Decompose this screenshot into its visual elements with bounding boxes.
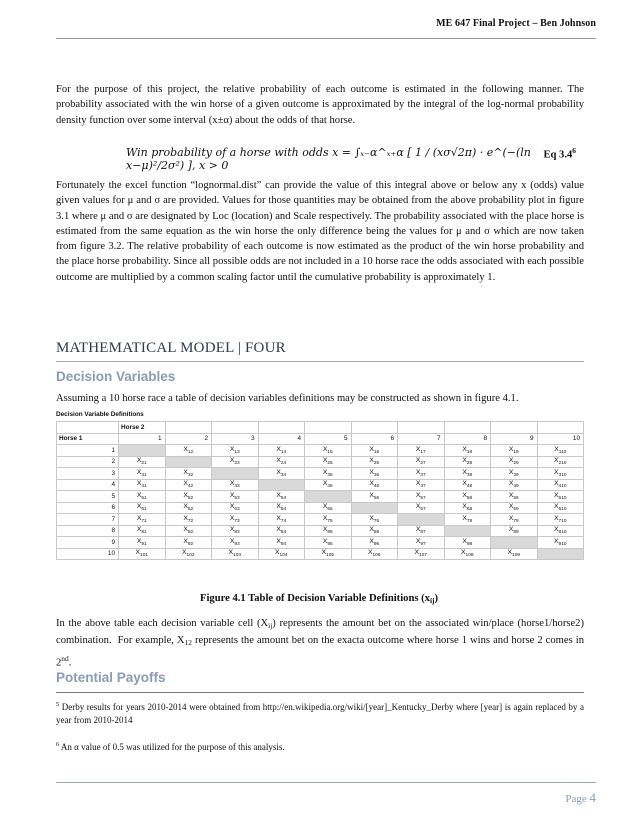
- variable-cell: $X_{56}$: [491, 491, 538, 503]
- column-header: 2: [165, 433, 212, 445]
- variable-cell: $X_{410}$: [537, 479, 584, 491]
- variable-cell: $X_{97}$: [398, 537, 445, 549]
- variable-cell: $X_{83}$: [212, 525, 259, 537]
- row-header: 5: [57, 491, 119, 503]
- diagonal-cell: [351, 502, 398, 514]
- decision-variable-table: [56, 409, 584, 560]
- variable-cell: $X_{29}$: [491, 456, 538, 468]
- variable-cell: $X_{15}$: [305, 445, 352, 457]
- variable-cell: $X_{18}$: [444, 445, 491, 457]
- variable-cell: $X_{810}$: [537, 525, 584, 537]
- row-header: 9: [57, 537, 119, 549]
- variable-cell: $X_{39}$: [491, 468, 538, 480]
- variable-cell: $X_{36}$: [351, 468, 398, 480]
- variable-cell: $X_{101}$: [119, 548, 166, 560]
- variable-cell: $X_{31}$: [119, 468, 166, 480]
- variable-cell: $X_{82}$: [165, 525, 212, 537]
- diagonal-cell: [398, 514, 445, 526]
- variable-cell: $X_{67}$: [398, 502, 445, 514]
- variable-cell: $X_{71}$: [119, 514, 166, 526]
- section-title: MATHEMATICAL MODEL | FOUR: [56, 340, 286, 356]
- variable-cell: $X_{24}$: [258, 456, 305, 468]
- variable-cell: $X_{32}$: [165, 468, 212, 480]
- variable-cell: $X_{78}$: [444, 514, 491, 526]
- variable-cell: $X_{610}$: [537, 502, 584, 514]
- row-header: 2: [57, 456, 119, 468]
- variable-cell: $X_{96}$: [351, 537, 398, 549]
- equation-label: Eq $3.4^6$: [543, 146, 576, 161]
- table-row: [57, 525, 584, 537]
- intro-paragraph: For the purpose of this project, the relative probability of each outcome is estimated in the following manner. The probability associated with the win horse of a given outcome is approximated by the integral of the log-normal probability density function over some interval (x±α) about the odds of that horse.: [56, 84, 584, 126]
- table-blank: [305, 422, 352, 434]
- footer-divider: [56, 782, 596, 783]
- table-header-row-columns: [57, 433, 584, 445]
- diagonal-cell: [491, 537, 538, 549]
- variable-cell: $X_{104}$: [258, 548, 305, 560]
- diagonal-cell: [258, 479, 305, 491]
- row-header: 8: [57, 525, 119, 537]
- variable-cell: $X_{106}$: [351, 548, 398, 560]
- variable-cell: $X_{84}$: [258, 525, 305, 537]
- variable-cell: $X_{54}$: [258, 491, 305, 503]
- variable-cell: $X_{910}$: [537, 537, 584, 549]
- variable-cell: $X_{68}$: [444, 502, 491, 514]
- variable-cell: $X_{92}$: [165, 537, 212, 549]
- row-header: 1: [57, 445, 119, 457]
- explanation-paragraph: In the above table each decision variable cell $(X_{ij})$ represents the amount bet on the associated win/place (horse1/horse2) combination. For example, $X_{12}$ represents the amount bet on the exacta outcome where horse 1 wins and horse 2 comes in 2nd.: [56, 618, 585, 669]
- variable-cell: $X_{27}$: [398, 456, 445, 468]
- column-header: 4: [258, 433, 305, 445]
- variable-cell: $X_{14}$: [258, 445, 305, 457]
- variable-cell: $X_{79}$: [491, 514, 538, 526]
- column-header: 7: [398, 433, 445, 445]
- table-row: [57, 479, 584, 491]
- variable-cell: $X_{49}$: [491, 479, 538, 491]
- variable-cell: $X_{72}$: [165, 514, 212, 526]
- table-corner: [57, 422, 119, 434]
- column-header: 8: [444, 433, 491, 445]
- horse1-label: Horse 1: [57, 433, 119, 445]
- column-header: 9: [491, 433, 538, 445]
- figure-caption: Figure 4.1 Table of Decision Variable Definitions $(x_{ij})$: [200, 593, 438, 605]
- row-header: 10: [57, 548, 119, 560]
- variable-cell: $X_{42}$: [165, 479, 212, 491]
- decision-intro: Assuming a 10 horse race a table of decision variables definitions may be constructed as shown in figure 4.1.: [56, 393, 519, 404]
- variable-cell: $X_{52}$: [165, 491, 212, 503]
- variable-cell: $X_{26}$: [351, 456, 398, 468]
- variable-cell: $X_{51}$: [119, 491, 166, 503]
- variable-cell: $X_{19}$: [491, 445, 538, 457]
- table-blank: [165, 422, 212, 434]
- variable-cell: $X_{91}$: [119, 537, 166, 549]
- table-blank: [258, 422, 305, 434]
- table-blank: [212, 422, 259, 434]
- diagonal-cell: [119, 445, 166, 457]
- variable-cell: $X_{58}$: [444, 491, 491, 503]
- table-title: Decision Variable Definitions: [56, 411, 144, 418]
- column-header: 3: [212, 433, 259, 445]
- variable-cell: $X_{45}$: [305, 479, 352, 491]
- diagonal-cell: [537, 548, 584, 560]
- variable-cell: $X_{17}$: [398, 445, 445, 457]
- variable-cell: $X_{35}$: [305, 468, 352, 480]
- section-divider: [56, 361, 584, 362]
- variable-cell: $X_{37}$: [398, 468, 445, 480]
- variable-cell: $X_{94}$: [258, 537, 305, 549]
- table-blank: [491, 422, 538, 434]
- variable-cell: $X_{102}$: [165, 548, 212, 560]
- variable-cell: $X_{63}$: [212, 502, 259, 514]
- variable-cell: $X_{21}$: [119, 456, 166, 468]
- page-header: ME 647 Final Project – Ben Johnson: [436, 18, 596, 29]
- variable-cell: $X_{65}$: [305, 502, 352, 514]
- variable-cell: $X_{81}$: [119, 525, 166, 537]
- variable-cell: $X_{103}$: [212, 548, 259, 560]
- footnote-divider: [56, 692, 584, 693]
- diagonal-cell: [212, 468, 259, 480]
- variable-cell: $X_{510}$: [537, 491, 584, 503]
- decision-variables-heading: Decision Variables: [56, 369, 176, 384]
- variable-cell: $X_{48}$: [444, 479, 491, 491]
- variable-cell: $X_{57}$: [398, 491, 445, 503]
- variable-cell: $X_{62}$: [165, 502, 212, 514]
- page-number: Page 4: [565, 790, 596, 805]
- variable-cell: $X_{107}$: [398, 548, 445, 560]
- variable-cell: $X_{89}$: [491, 525, 538, 537]
- table-blank: [444, 422, 491, 434]
- variable-cell: $X_{75}$: [305, 514, 352, 526]
- body-paragraph: Fortunately the excel function “lognormal.dist” can provide the value of this integral above or below any x (odds) value given values for μ and σ are provided. Values for those quantities may be obtained from the above probability plot in figure 3.1 where μ and σ are designated by Loc (location) and Scale respectively. The probability associated with the place horse is estimated from the same equation as the win horse the only difference being the values for μ and σ which are now taken from figure 3.2. The relative probability of each outcome is now estimated as the product of the win horse probability and the place horse probability. Since all possible odds are not included in a 10 horse race the odds associated with each possible outcome are multiplied by a common scaling factor until the cumulative probability is approximately 1.: [56, 180, 584, 283]
- header-divider: [56, 38, 596, 39]
- row-header: 4: [57, 479, 119, 491]
- variable-cell: $X_{105}$: [305, 548, 352, 560]
- variable-cell: $X_{41}$: [119, 479, 166, 491]
- row-header: 7: [57, 514, 119, 526]
- column-header: 5: [305, 433, 352, 445]
- table-row: [57, 491, 584, 503]
- table-row: [57, 537, 584, 549]
- column-header: 10: [537, 433, 584, 445]
- variable-cell: $X_{47}$: [398, 479, 445, 491]
- variable-cell: $X_{310}$: [537, 468, 584, 480]
- table-row: [57, 514, 584, 526]
- variable-cell: $X_{12}$: [165, 445, 212, 457]
- variable-cell: $X_{109}$: [491, 548, 538, 560]
- variable-cell: $X_{110}$: [537, 445, 584, 457]
- variable-cell: $X_{93}$: [212, 537, 259, 549]
- variable-cell: $X_{86}$: [351, 525, 398, 537]
- table-row: [57, 468, 584, 480]
- table-row: [57, 456, 584, 468]
- column-header: 1: [119, 433, 166, 445]
- decision-table-grid: [56, 421, 584, 560]
- variable-cell: $X_{87}$: [398, 525, 445, 537]
- diagonal-cell: [444, 525, 491, 537]
- variable-cell: $X_{28}$: [444, 456, 491, 468]
- variable-cell: $X_{46}$: [351, 479, 398, 491]
- diagonal-cell: [305, 491, 352, 503]
- variable-cell: $X_{25}$: [305, 456, 352, 468]
- variable-cell: $X_{16}$: [351, 445, 398, 457]
- variable-cell: $X_{43}$: [212, 479, 259, 491]
- potential-payoffs-heading: Potential Payoffs: [56, 670, 166, 685]
- variable-cell: $X_{95}$: [305, 537, 352, 549]
- table-blank: [537, 422, 584, 434]
- variable-cell: $X_{61}$: [119, 502, 166, 514]
- variable-cell: $X_{85}$: [305, 525, 352, 537]
- variable-cell: $X_{74}$: [258, 514, 305, 526]
- variable-cell: $X_{23}$: [212, 456, 259, 468]
- horse2-label: Horse 2: [119, 422, 166, 434]
- variable-cell: $X_{210}$: [537, 456, 584, 468]
- table-row: [57, 548, 584, 560]
- variable-cell: $X_{34}$: [258, 468, 305, 480]
- variable-cell: $X_{64}$: [258, 502, 305, 514]
- variable-cell: $X_{53}$: [212, 491, 259, 503]
- table-header-row-horse2: [57, 422, 584, 434]
- diagonal-cell: [165, 456, 212, 468]
- variable-cell: $X_{13}$: [212, 445, 259, 457]
- variable-cell: $X_{710}$: [537, 514, 584, 526]
- footnote-6: $^6$ An α value of 0.5 was utilized for the purpose of this analysis.: [56, 741, 285, 752]
- footnote-5: $^5$ Derby results for years 2010-2014 were obtained from http://en.wikipedia.org/wiki/[year]_Kentucky_Derby where [year] is again replaced by a year from 2010-2014: [56, 701, 585, 725]
- table-row: [57, 445, 584, 457]
- equation-line: [56, 139, 584, 172]
- variable-cell: $X_{73}$: [212, 514, 259, 526]
- table-row: [57, 502, 584, 514]
- row-header: 6: [57, 502, 119, 514]
- table-blank: [351, 422, 398, 434]
- variable-cell: $X_{38}$: [444, 468, 491, 480]
- column-header: 6: [351, 433, 398, 445]
- table-blank: [398, 422, 445, 434]
- equation: Win probability of a horse with odds x = ∫ₓ₋α^ₓ₊α [ 1 / (xσ√2π) · e^(−(ln x−μ)²/2σ²) ], x > 0: [126, 146, 531, 172]
- variable-cell: $X_{76}$: [351, 514, 398, 526]
- variable-cell: $X_{108}$: [444, 548, 491, 560]
- variable-cell: $X_{98}$: [444, 537, 491, 549]
- variable-cell: $X_{69}$: [491, 502, 538, 514]
- variable-cell: $X_{56}$: [351, 491, 398, 503]
- row-header: 3: [57, 468, 119, 480]
